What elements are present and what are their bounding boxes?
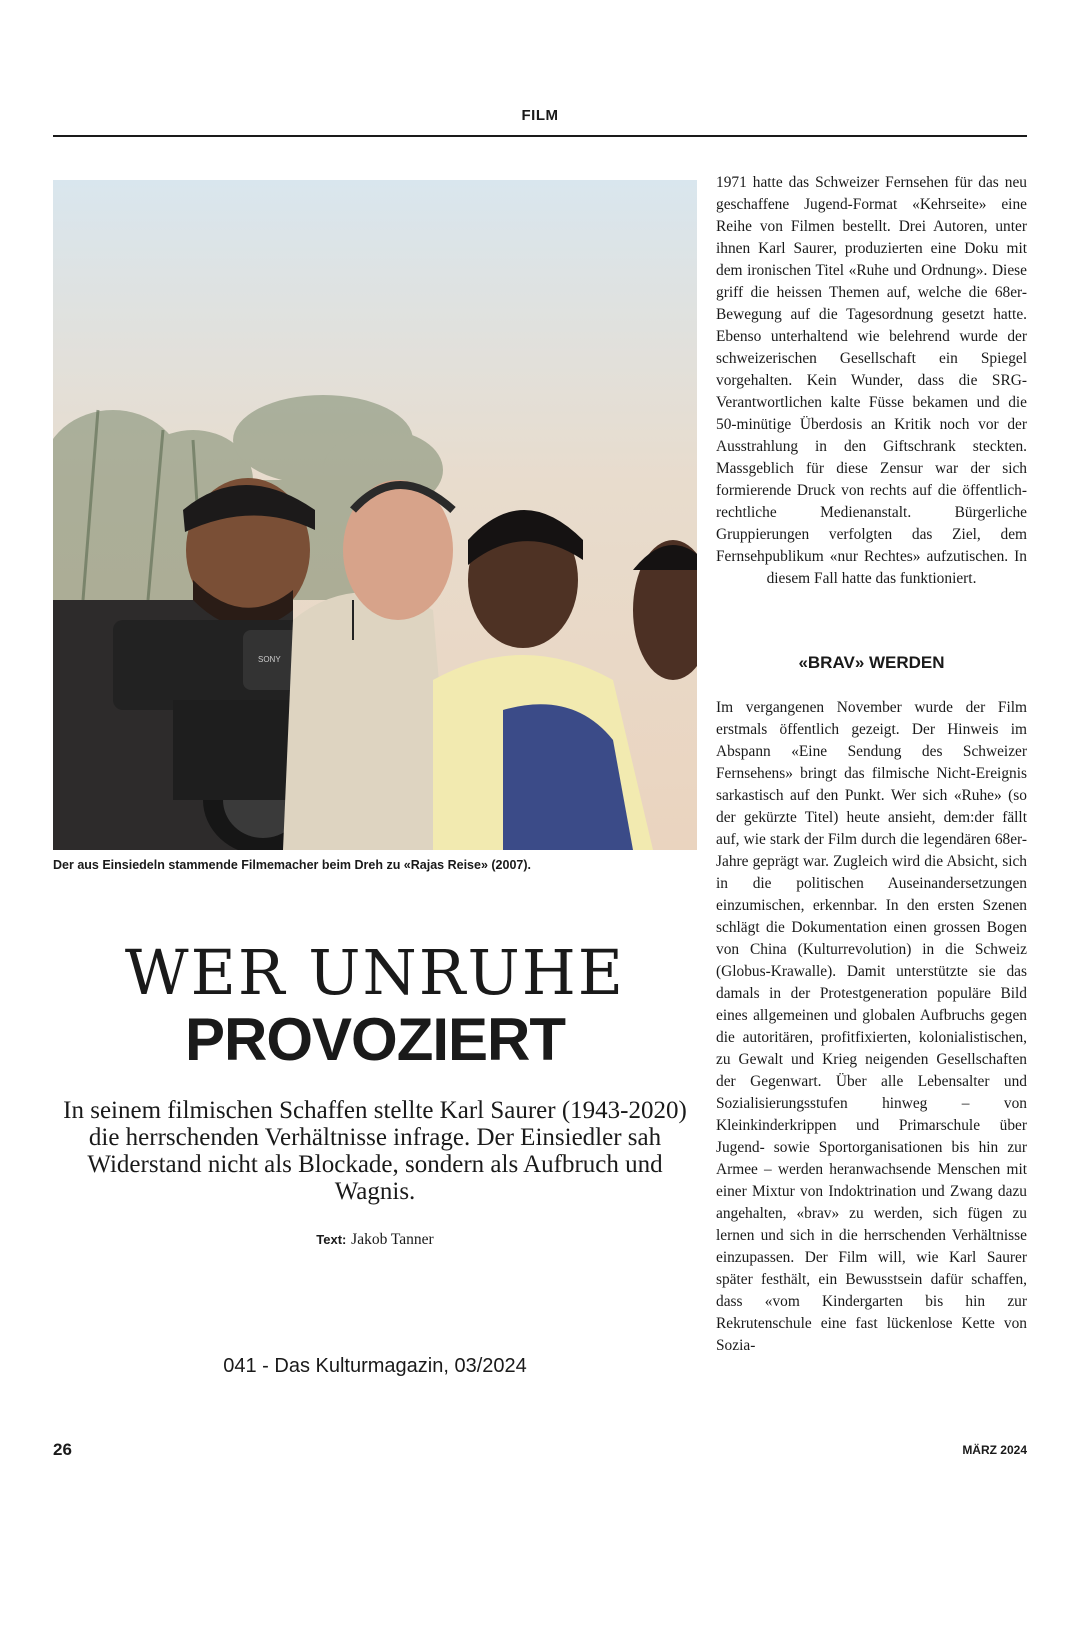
issue-date: MÄRZ 2024 — [962, 1443, 1027, 1457]
source-note: 041 - Das Kulturmagazin, 03/2024 — [223, 1355, 527, 1377]
byline-label: Text: — [316, 1232, 347, 1247]
camera-brand: SONY — [258, 655, 281, 664]
body-column-bottom — [716, 697, 1027, 1357]
article-lead: In seinem filmischen Schaffen stellte Karl Saurer (1943-2020) die herrschenden Verhältnisse infrage. Der Einsiedler sah Widerstand nicht als Blockade, sondern als Aufbruch und Wagnis. — [63, 1097, 687, 1205]
body-paragraph-2: Im vergangenen November wurde der Film erstmals öffentlich gezeigt. Der Hinweis im Abspann «Eine Sendung des Schweizer Fernsehens» bringt das filmische Nicht-Ereignis sarkastisch auf den Punkt. Wer sich «Ruhe» (so der gekürzte Titel) heute ansieht, dem:der fällt auf, wie stark der Film durch die legendären 68er-Jahre geprägt war. Zugleich wird die Absicht, sich in die politischen Auseinandersetzungen einzumischen, erkennbar. In den ersten Szenen schlägt die Dokumentation einen grossen Bogen von China (Kulturrevolution) in die Schweiz (Globus-Krawalle). Damit unterstützte sie das damals in der Protestgeneration populäre Bild eines allgemeinen und globalen Aufbruchs gegen die autoritären, profitfixierten, kolonialistischen, zu Gewalt und Krieg neigenden Gesellschaften der Gegenwart. Über alle Lebensalter und Sozialisierungsstufen hinweg – von Kleinkinderkrippen und Primarschule über Jugend- sowie Sportorganisationen bis hin zur Armee – werden heranwachsende Menschen mit einer Mixtur von Indoktrination und Zwang dazu angehalten, «brav» zu werden, sich fügen zu lernen und sich in die herrschenden Verhältnisse einzupassen. Der Film will, wie Karl Saurer später festhält, ein Bewusstsein dafür schaffen, dass «vom Kindergarten bis hin zur Rekrutenschule eine fast lückenlose Kette von Sozia- — [716, 699, 1027, 1354]
body-paragraph-1: 1971 hatte das Schweizer Fernsehen für das neu geschaffene Jugend-Format «Kehrseite» eine Reihe von Filmen bestellt. Drei Autoren, unter ihnen Karl Saurer, produzierten eine Doku mit dem ironischen Titel «Ruhe und Ordnung». Diese griff die heissen Themen auf, welche die 68er-Bewegung auf die Tagesordnung gesetzt hatte. Ebenso unterhaltend wie belehrend wurde der schweizerischen Gesellschaft ein Spiegel vorgehalten. Kein Wunder, dass die SRG-Verantwortlichen kalte Füsse bekamen und die 50-minütige Überdosis an Kritik noch vor der Ausstrahlung in den Giftschrank steckten. Massgeblich für diese Zensur war der sich formierende Druck von rechts auf die öffentlich-rechtliche Medienanstalt. Bürgerliche Gruppierungen verfolgten das Ziel, dem Fernsehpublikum «nur Rechtes» aufzutischen. In diesem Fall hatte das funktioniert. — [716, 174, 1027, 587]
page-number: 26 — [53, 1440, 72, 1459]
header-rule — [53, 135, 1027, 137]
byline-author: Jakob Tanner — [351, 1231, 434, 1248]
article-photo — [53, 180, 697, 850]
headline-line-2: PROVOZIERT — [184, 1006, 566, 1073]
section-label: FILM — [521, 107, 559, 124]
headline-line-1: WER UNRUHE — [124, 936, 626, 1009]
subheading: «BRAV» WERDEN — [798, 653, 945, 672]
byline — [53, 1230, 697, 1249]
photo-caption: Der aus Einsiedeln stammende Filmemacher beim Dreh zu «Rajas Reise» (2007). — [53, 858, 531, 872]
body-column-top — [716, 172, 1027, 590]
